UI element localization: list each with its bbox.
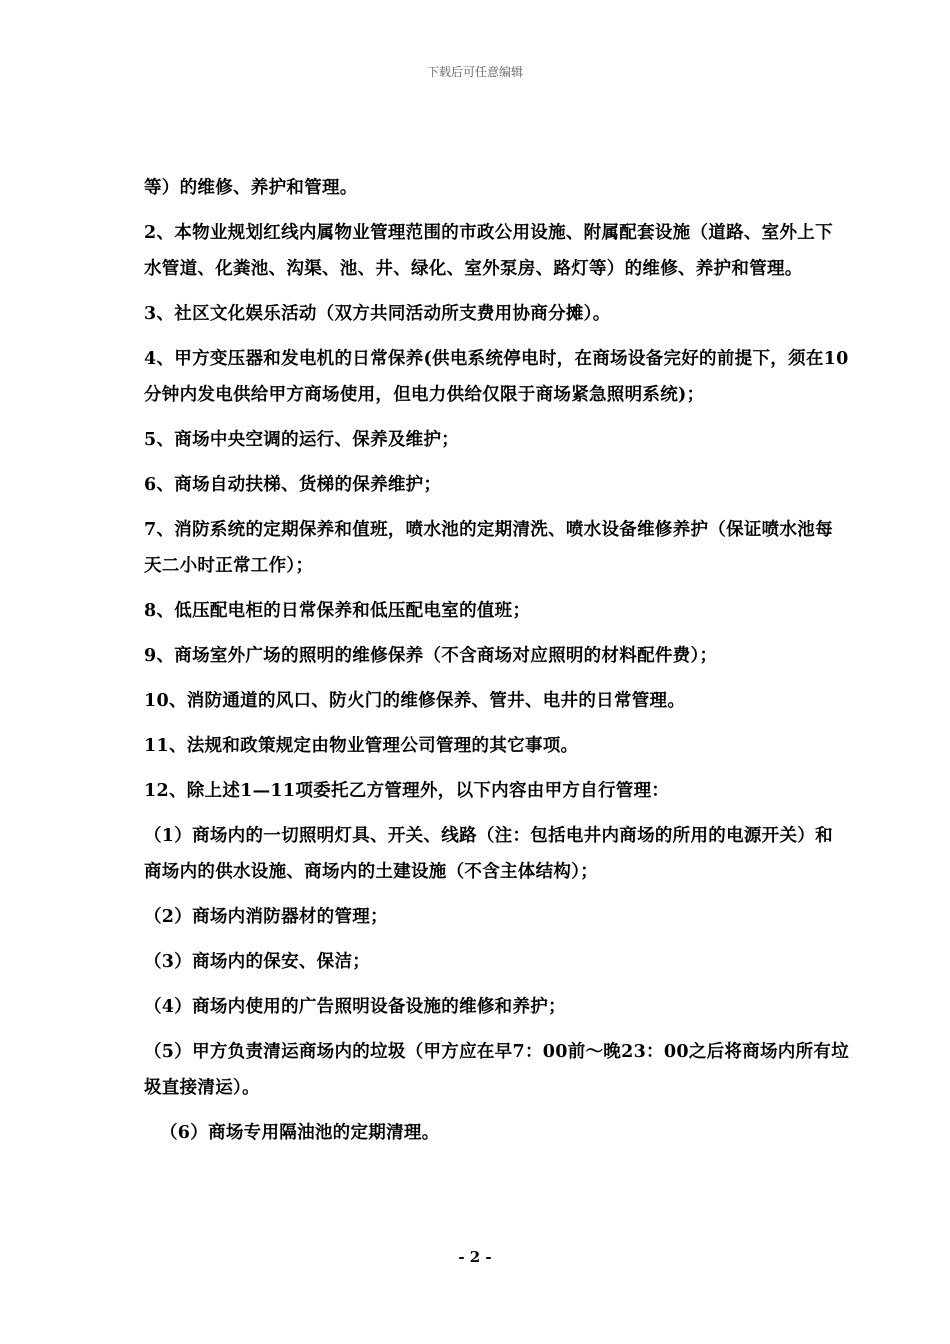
- paragraph-item-7: 7、消防系统的定期保养和值班，喷水池的定期清洗、喷水设备维修养护（保证喷水池每天二小时正常工作）；: [144, 520, 833, 576]
- sub-item-1: （1）商场内的一切照明灯具、开关、线路（注：包括电井内商场的所用的电源开关）和商场内的供水设施、商场内的土建设施（不含主体结构）；: [144, 826, 833, 882]
- sub-item-6: （6）商场专用隔油池的定期清理。: [160, 1123, 440, 1143]
- sub-item-2: （2）商场内消防器材的管理；: [144, 907, 388, 927]
- paragraph-item-4: 4、甲方变压器和发电机的日常保养(供电系统停电时，在商场设备完好的前提下，须在10分钟内发电供给甲方商场使用，但电力供给仅限于商场紧急照明系统)；: [144, 349, 849, 405]
- paragraph-item-11: 11、法规和政策规定由物业管理公司管理的其它事项。: [144, 736, 579, 756]
- sub-item-3: （3）商场内的保安、保洁；: [144, 952, 371, 972]
- sub-item-4: （4）商场内使用的广告照明设备设施的维修和养护；: [144, 997, 566, 1017]
- page-header: 下载后可任意编辑: [426, 65, 523, 79]
- paragraph-item-3: 3、社区文化娱乐活动（双方共同活动所支费用协商分摊）。: [144, 304, 611, 324]
- sub-item-5: （5）甲方负责清运商场内的垃圾（甲方应在早7：00前～晚23：00之后将商场内所有垃圾直接清运）。: [144, 1042, 850, 1098]
- paragraph-item-8: 8、低压配电柜的日常保养和低压配电室的值班；: [144, 601, 531, 621]
- page-number: - 2 -: [458, 1248, 492, 1266]
- paragraph-item-9: 9、商场室外广场的照明的维修保养（不含商场对应照明的材料配件费）；: [144, 646, 718, 666]
- paragraph-item-10: 10、消防通道的风口、防火门的维修保养、管井、电井的日常管理。: [144, 691, 686, 711]
- document-body: [144, 170, 850, 1160]
- paragraph-item-12: 12、除上述1—11项委托乙方管理外，以下内容由甲方自行管理：: [144, 781, 670, 801]
- paragraph-item-2: 2、本物业规划红线内属物业管理范围的市政公用设施、附属配套设施（道路、室外上下水管道、化粪池、沟渠、池、井、绿化、室外泵房、路灯等）的维修、养护和管理。: [144, 223, 833, 279]
- paragraph-continuation: 等）的维修、养护和管理。: [144, 178, 358, 198]
- paragraph-item-5: 5、商场中央空调的运行、保养及维护；: [144, 430, 460, 450]
- paragraph-item-6: 6、商场自动扶梯、货梯的保养维护；: [144, 475, 442, 495]
